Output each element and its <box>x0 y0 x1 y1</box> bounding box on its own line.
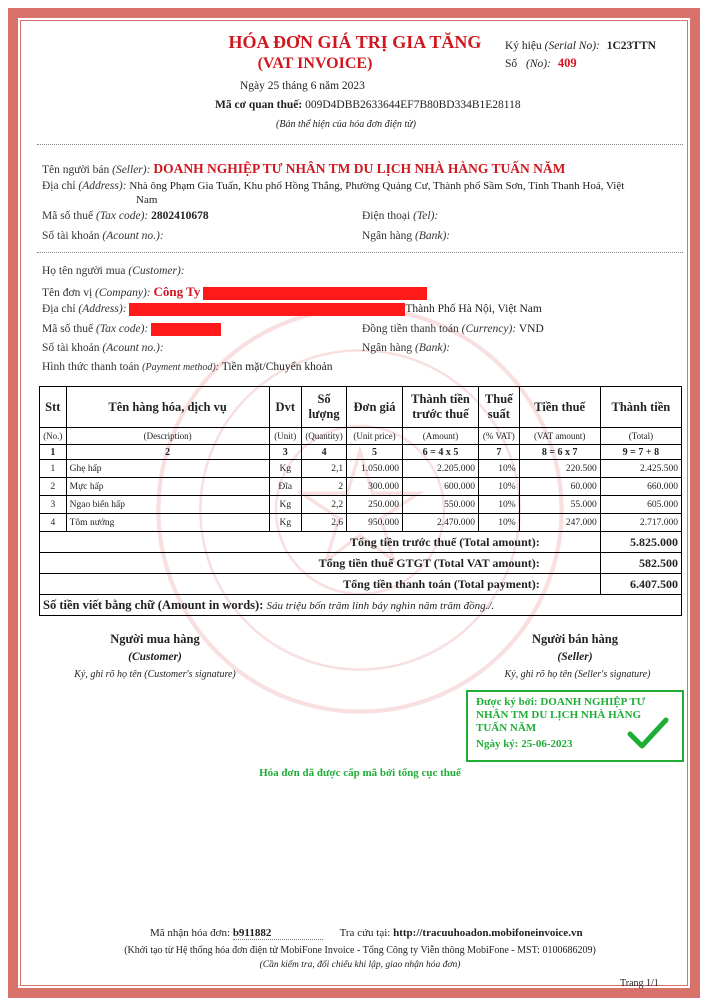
buyer-payment-method: Tiền mặt/Chuyển khoản <box>221 361 333 373</box>
seller-account-label: Số tài khoản <box>42 230 100 242</box>
buyer-payment-row <box>42 361 332 373</box>
table-subheader-row <box>40 428 682 445</box>
page-number: Trang 1/1 <box>620 978 659 989</box>
buyer-tax-label: Mã số thuế <box>42 323 94 336</box>
cell-unit: Kg <box>269 460 301 478</box>
seller-signature-en: (Seller) <box>557 651 593 663</box>
amount-in-words-row <box>40 595 682 616</box>
cell-quantity: 2,6 <box>302 514 347 532</box>
buyer-currency-label-en: (Currency): <box>461 323 517 335</box>
e-invoice-note: (Bản thể hiện của hóa đơn điện tử) <box>276 119 416 130</box>
buyer-account-label-en: (Acount no.): <box>102 342 164 354</box>
number-label: Số <box>505 58 518 70</box>
seller-address-label-en: (Address): <box>78 180 127 192</box>
invoice-date: Ngày 25 tháng 6 năm 2023 <box>240 80 365 92</box>
redaction-bar <box>129 303 405 316</box>
cell-quantity: 2 <box>302 478 347 496</box>
cell-vat-rate: 10% <box>479 478 520 496</box>
check-note: (Cần kiểm tra, đối chiếu khi lập, giao nhận hóa đơn) <box>259 960 461 970</box>
buyer-signature-title: Người mua hàng <box>110 632 200 646</box>
header-divider <box>37 144 683 145</box>
cell-vat-amount: 247.000 <box>519 514 600 532</box>
seller-tax-label-en: (Tax code): <box>95 210 149 222</box>
buyer-address-row <box>42 303 542 316</box>
total-payment-value: 6.407.500 <box>600 574 681 595</box>
table-row <box>40 460 682 478</box>
sub-header: (Unit price) <box>347 428 403 445</box>
seller-phone-label-en: (Tel): <box>413 210 439 222</box>
buyer-currency-label: Đồng tiền thanh toán <box>362 323 459 335</box>
sub-header: (No.) <box>40 428 67 445</box>
buyer-company: Công Ty <box>153 284 201 299</box>
col-header-no: Stt <box>40 387 67 428</box>
cell-unit-price: 950.000 <box>347 514 403 532</box>
cell-vat-rate: 10% <box>479 514 520 532</box>
seller-account-row <box>42 230 164 242</box>
col-header-unit: Dvt <box>269 387 301 428</box>
seller-signature-title: Người bán hàng <box>532 632 618 646</box>
serial-label-en: (Serial No): <box>544 40 600 52</box>
sub-header: (Total) <box>600 428 681 445</box>
cell-total: 2.425.500 <box>600 460 681 478</box>
serial-label: Ký hiệu <box>505 40 542 52</box>
col-header-amount: Thành tiền trước thuế <box>402 387 478 428</box>
col-header-vat-rate: Thuế suất <box>479 387 520 428</box>
col-header-quantity: Số lượng <box>302 387 347 428</box>
lookup-url[interactable]: http://tracuuhoadon.mobifoneinvoice.vn <box>393 927 583 939</box>
cell-description: Tôm nướng <box>66 514 269 532</box>
cell-total: 605.000 <box>600 496 681 514</box>
seller-account-label-en: (Acount no.): <box>102 230 164 242</box>
buyer-bank-label-en: (Bank): <box>415 342 451 354</box>
cell-unit-price: 1.050.000 <box>347 460 403 478</box>
total-amount-row <box>40 532 682 553</box>
column-number: 5 <box>347 445 403 460</box>
buyer-customer-label-en: (Customer): <box>128 265 185 277</box>
cell-description: Mực hấp <box>66 478 269 496</box>
column-number: 9 = 7 + 8 <box>600 445 681 460</box>
cell-unit-price: 250.000 <box>347 496 403 514</box>
checkmark-icon <box>626 716 670 752</box>
column-number: 7 <box>479 445 520 460</box>
digital-signature-box <box>466 690 684 762</box>
buyer-address-label: Địa chỉ <box>42 303 76 316</box>
cell-no: 3 <box>40 496 67 514</box>
buyer-address-tail: Thành Phố Hà Nội, Việt Nam <box>405 303 542 316</box>
cell-total: 660.000 <box>600 478 681 496</box>
amount-in-words: Sáu triệu bốn trăm linh bảy nghìn năm trăm đồng./. <box>266 599 495 612</box>
redaction-bar <box>151 323 221 336</box>
buyer-signature-note: Ký, ghi rõ họ tên (Customer's signature) <box>74 669 236 680</box>
cell-no: 4 <box>40 514 67 532</box>
seller-name-label: Tên người bán <box>42 164 110 176</box>
buyer-company-row <box>42 284 427 300</box>
cell-description: Ghẹ hấp <box>66 460 269 478</box>
redaction-bar <box>203 287 427 300</box>
cell-amount: 600.000 <box>402 478 478 496</box>
column-number: 1 <box>40 445 67 460</box>
amount-in-words-label: Số tiền viết bằng chữ (Amount in words): <box>43 597 264 612</box>
serial-line <box>505 40 656 52</box>
column-number: 3 <box>269 445 301 460</box>
buyer-customer-label: Họ tên người mua <box>42 265 126 277</box>
cell-vat-amount: 220.500 <box>519 460 600 478</box>
cell-vat-amount: 55.000 <box>519 496 600 514</box>
cell-total: 2.717.000 <box>600 514 681 532</box>
sub-header: (Description) <box>66 428 269 445</box>
column-number: 6 = 4 x 5 <box>402 445 478 460</box>
total-vat-label: Tổng tiền thuế GTGT (Total VAT amount): <box>40 553 601 574</box>
total-amount-label: Tổng tiền trước thuế (Total amount): <box>40 532 601 553</box>
cell-unit: Kg <box>269 496 301 514</box>
table-numbering-row <box>40 445 682 460</box>
seller-tax-code: 2802410678 <box>151 210 209 222</box>
buyer-company-label: Tên đơn vị <box>42 287 93 299</box>
lookup-line <box>150 927 583 940</box>
buyer-bank-row <box>362 342 450 354</box>
sub-header: (% VAT) <box>479 428 520 445</box>
sub-header: (Unit) <box>269 428 301 445</box>
cell-unit: Kg <box>269 514 301 532</box>
table-row <box>40 478 682 496</box>
column-number: 8 = 6 x 7 <box>519 445 600 460</box>
total-payment-label: Tổng tiền thanh toán (Total payment): <box>40 574 601 595</box>
seller-signature-note: Ký, ghi rõ họ tên (Seller's signature) <box>504 669 651 680</box>
buyer-bank-label: Ngân hàng <box>362 342 413 354</box>
cell-quantity: 2,1 <box>302 460 347 478</box>
buyer-signature-en: (Customer) <box>128 651 182 663</box>
cell-no: 1 <box>40 460 67 478</box>
buyer-account-label: Số tài khoản <box>42 342 100 354</box>
sub-header: (Quantity) <box>302 428 347 445</box>
invoice-subtitle: (VAT INVOICE) <box>257 55 373 72</box>
seller-name-row <box>42 161 565 177</box>
seller-name-label-en: (Seller): <box>112 164 151 176</box>
cell-vat-amount: 60.000 <box>519 478 600 496</box>
buyer-payment-label: Hình thức thanh toán <box>42 361 140 373</box>
system-note: (Khởi tạo từ Hệ thống hóa đơn điện tử MobiFone Invoice - Tổng Công ty Viễn thông MobiFone - MST: 0100686209) <box>124 945 596 956</box>
signed-date: Ngày ký: 25-06-2023 <box>476 738 573 750</box>
number-label-en: (No): <box>526 58 551 70</box>
cell-unit-price: 300.000 <box>347 478 403 496</box>
seller-tax-label: Mã số thuế <box>42 210 94 222</box>
tax-authority-note: Hóa đơn đã được cấp mã bởi tổng cục thuế <box>259 767 461 779</box>
total-vat-value: 582.500 <box>600 553 681 574</box>
column-number: 4 <box>302 445 347 460</box>
cell-amount: 2.470.000 <box>402 514 478 532</box>
buyer-account-row <box>42 342 164 354</box>
seller-name: DOANH NGHIỆP TƯ NHÂN TM DU LỊCH NHÀ HÀNG TUẤN NĂM <box>153 161 566 176</box>
col-header-unit-price: Đơn giá <box>347 387 403 428</box>
serial-value: 1C23TTN <box>606 40 656 52</box>
seller-address-row <box>42 180 624 192</box>
buyer-payment-label-en: (Payment method): <box>142 362 220 373</box>
buyer-address-label-en: (Address): <box>78 303 127 316</box>
tax-authority-code-value: 009D4DBB2633644EF7B80BD334B1E28118 <box>305 99 521 111</box>
cell-description: Ngao biển hấp <box>66 496 269 514</box>
table-row <box>40 514 682 532</box>
cell-quantity: 2,2 <box>302 496 347 514</box>
items-table <box>39 386 682 616</box>
buyer-company-label-en: (Company): <box>95 287 151 299</box>
buyer-tax-label-en: (Tax code): <box>95 323 149 336</box>
tax-authority-code-label: Mã cơ quan thuế: <box>215 99 303 111</box>
seller-phone-label: Điện thoại <box>362 210 411 222</box>
seller-bank-label-en: (Bank): <box>415 230 451 242</box>
column-number: 2 <box>66 445 269 460</box>
invoice-number: 409 <box>557 56 577 70</box>
table-row <box>40 496 682 514</box>
cell-vat-rate: 10% <box>479 460 520 478</box>
total-payment-row <box>40 574 682 595</box>
table-header-row <box>40 387 682 428</box>
seller-tax-row <box>42 210 209 222</box>
col-header-total: Thành tiền <box>600 387 681 428</box>
signed-by: Được ký bởi: DOANH NGHIỆP TƯ NHÂN TM DU LỊCH NHÀ HÀNG TUẤN NĂM <box>476 696 646 734</box>
seller-phone-row <box>362 210 438 222</box>
buyer-currency-row <box>362 323 544 335</box>
col-header-vat-amount: Tiền thuế <box>519 387 600 428</box>
total-vat-row <box>40 553 682 574</box>
lookup-code-label: Mã nhận hóa đơn: <box>150 927 231 939</box>
seller-address: Nhà ông Phạm Gia Tuấn, Khu phố Hồng Thắng, Phường Quảng Cư, Thành phố Sầm Sơn, Tỉnh Thanh Hoá, Việt <box>129 180 625 192</box>
col-header-description: Tên hàng hóa, dịch vụ <box>66 387 269 428</box>
sub-header: (VAT amount) <box>519 428 600 445</box>
seller-address-cont: Nam <box>136 194 158 206</box>
cell-no: 2 <box>40 478 67 496</box>
amount-in-words-cell <box>40 595 682 616</box>
cell-amount: 550.000 <box>402 496 478 514</box>
buyer-tax-row <box>42 323 221 336</box>
sub-header: (Amount) <box>402 428 478 445</box>
buyer-customer-row <box>42 265 185 277</box>
number-line <box>505 56 577 71</box>
cell-amount: 2.205.000 <box>402 460 478 478</box>
buyer-currency: VND <box>518 323 544 335</box>
invoice-title: HÓA ĐƠN GIÁ TRỊ GIA TĂNG <box>228 32 482 52</box>
lookup-code: b911882 <box>233 927 323 940</box>
seller-bank-row <box>362 230 450 242</box>
total-amount-value: 5.825.000 <box>600 532 681 553</box>
tax-authority-code <box>215 99 521 111</box>
lookup-url-label: Tra cứu tại: <box>339 927 391 939</box>
cell-vat-rate: 10% <box>479 496 520 514</box>
seller-bank-label: Ngân hàng <box>362 230 413 242</box>
cell-unit: Đĩa <box>269 478 301 496</box>
seller-address-label: Địa chỉ <box>42 180 76 192</box>
seller-divider <box>37 252 683 253</box>
